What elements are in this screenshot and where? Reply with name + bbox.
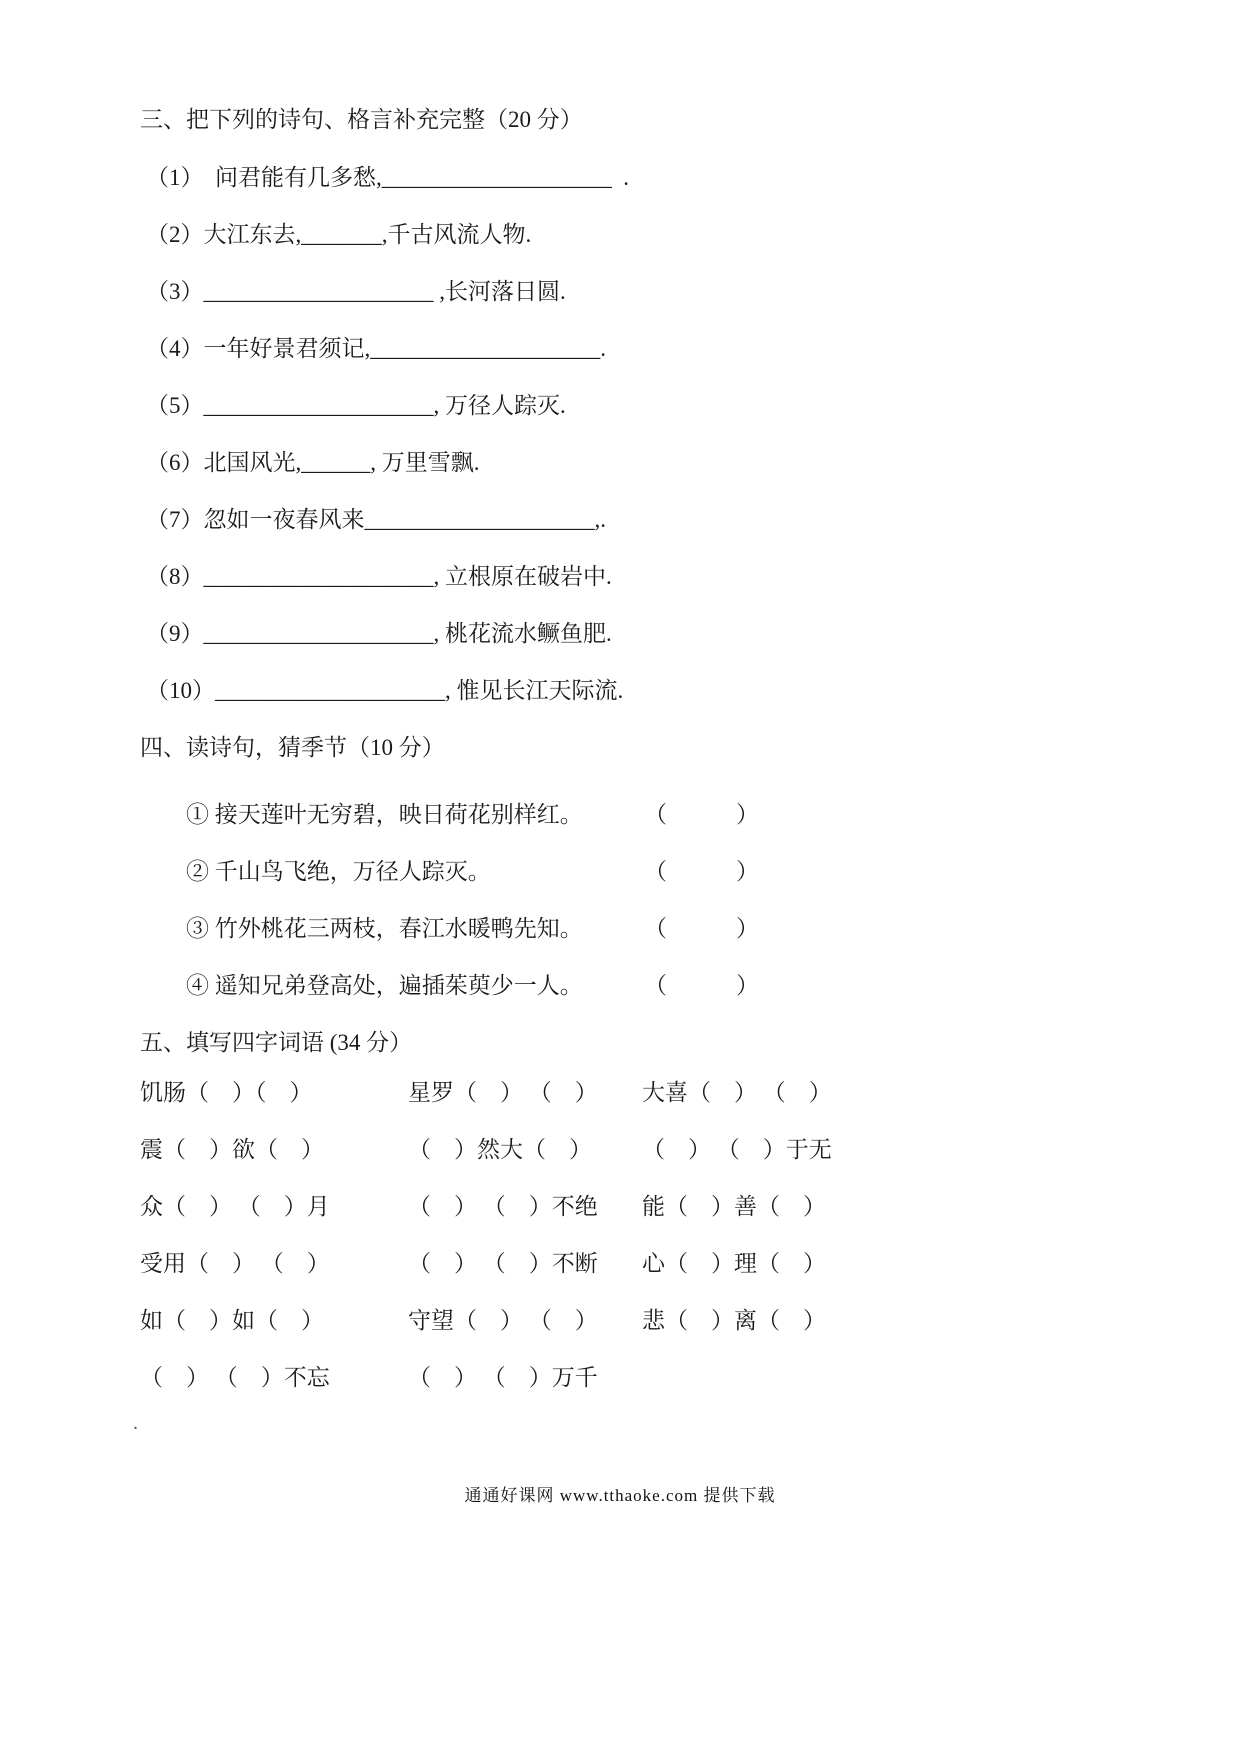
word-fill-cell: [642, 1361, 1130, 1395]
word-fill-cell: （ ） （ ）不忘: [140, 1365, 330, 1390]
word-fill-cell: （ ） （ ）于无: [642, 1137, 832, 1162]
answer-blank: （ ）: [644, 916, 759, 941]
question-item: [186, 855, 1130, 889]
word-fill-cell: 心（ ）理（ ）: [642, 1251, 826, 1276]
word-fill-cell: （ ） （ ）万千: [408, 1365, 598, 1390]
question-item: [186, 969, 1130, 1003]
question-text: ② 千山鸟飞绝，万径人踪灭。: [186, 859, 491, 884]
question-text: ① 接天莲叶无穷碧，映日荷花别样红。: [186, 802, 583, 827]
question-item: （9）____________________, 桃花流水鳜鱼肥.: [146, 621, 612, 646]
word-fill-cell: 能（ ）善（ ）: [642, 1194, 826, 1219]
word-fill-cell: 守望（ ） （ ）: [408, 1308, 598, 1333]
question-text: ③ 竹外桃花三两枝，春江水暖鸭先知。: [186, 916, 583, 941]
question-item: [186, 798, 1130, 832]
word-fill-cell: 大喜（ ） （ ）: [642, 1080, 832, 1105]
stray-period: .: [133, 1412, 138, 1434]
question-item: （7）忽如一夜春风来____________________,.: [146, 507, 606, 532]
footer-watermark: 通通好课网 www.tthaoke.com 提供下载: [464, 1486, 776, 1505]
word-fill-row: [140, 1190, 1130, 1224]
question-item: （6）北国风光,______, 万里雪飘.: [146, 450, 480, 475]
word-fill-cell: 悲（ ）离（ ）: [642, 1308, 826, 1333]
question-item: （3）____________________ ,长河落日圆.: [146, 279, 566, 304]
word-fill-cell: （ ） （ ）不断: [408, 1251, 598, 1276]
word-fill-row: [140, 1361, 1130, 1395]
word-fill-cell: （ ）然大（ ）: [408, 1137, 592, 1162]
word-fill-cell: （ ） （ ）不绝: [408, 1194, 598, 1219]
question-item: （5）____________________, 万径人踪灭.: [146, 393, 566, 418]
question-item: （2）大江东去,_______,千古风流人物.: [146, 222, 532, 247]
question-item: [186, 912, 1130, 946]
word-fill-cell: 饥肠（ ）（ ）: [140, 1080, 313, 1105]
answer-blank: （ ）: [644, 802, 759, 827]
question-item: （8）____________________, 立根原在破岩中.: [146, 564, 612, 589]
section3-title: 三、把下列的诗句、格言补充完整（20 分）: [140, 107, 583, 132]
word-fill-row: [140, 1304, 1130, 1338]
question-text: ④ 遥知兄弟登高处，遍插茱萸少一人。: [186, 973, 583, 998]
section4-title: 四、读诗句，猜季节（10 分）: [140, 735, 445, 760]
word-fill-row: [140, 1133, 1130, 1167]
word-fill-cell: 星罗（ ） （ ）: [408, 1080, 598, 1105]
section5-title: 五、填写四字词语 (34 分）: [140, 1030, 413, 1055]
word-fill-cell: 震（ ）欲（ ）: [140, 1137, 324, 1162]
word-fill-row: [140, 1076, 1130, 1110]
word-fill-cell: 如（ ）如（ ）: [140, 1308, 324, 1333]
question-item: （10）____________________, 惟见长江天际流.: [146, 678, 624, 703]
question-item: （4）一年好景君须记,____________________.: [146, 336, 606, 361]
answer-blank: （ ）: [644, 973, 759, 998]
question-item: （1） 问君能有几多愁,____________________ .: [146, 165, 629, 190]
word-fill-cell: 众（ ） （ ）月: [140, 1194, 330, 1219]
answer-blank: （ ）: [644, 859, 759, 884]
word-fill-row: [140, 1247, 1130, 1281]
word-fill-cell: 受用（ ） （ ）: [140, 1251, 330, 1276]
